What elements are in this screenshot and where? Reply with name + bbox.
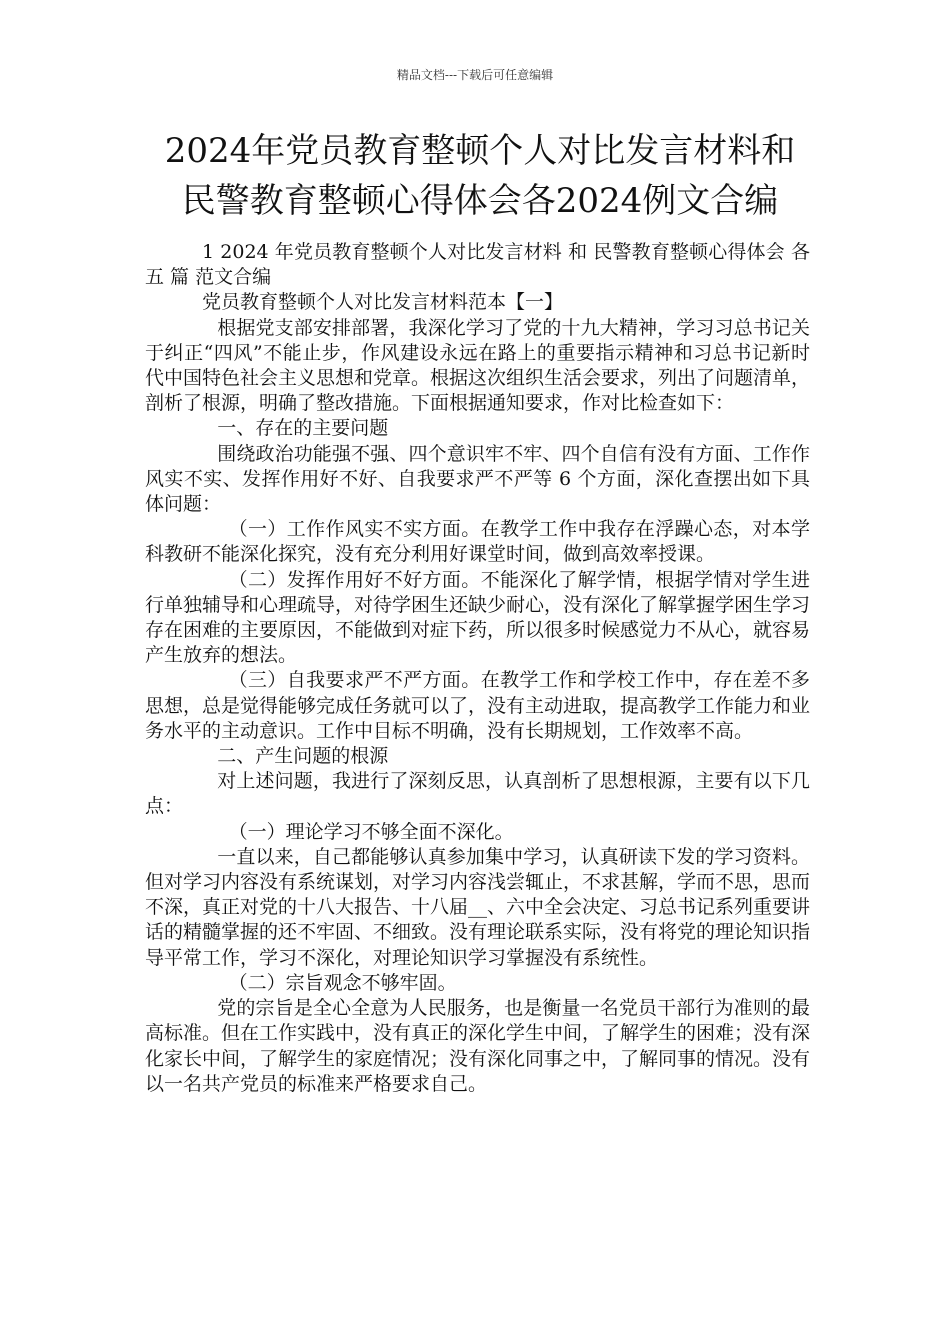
paragraph: 二、产生问题的根源 — [217, 745, 389, 768]
paragraph: 根据党支部安排部署，我深化学习了党的十九大精神，学习习总书记关于纠正“四风”不能止步，作风建设永远在路上的重要指示精神和习总书记新时代中国特色社会主义思想和党章。根据这次组织生活会要求，列出了问题清单，剖析了根源，明确了整改措施。下面根据通知要求，作对比检查如下： — [145, 316, 811, 415]
document-title — [140, 126, 820, 226]
paragraph: 对上述问题，我进行了深刻反思，认真剖析了思想根源，主要有以下几点： — [145, 770, 810, 818]
title-line-1: 2024年党员教育整顿个人对比发言材料和 — [164, 131, 796, 171]
paragraph: （二）发挥作用好不好方面。不能深化了解学情，根据学情对学生进行单独辅导和心理疏导，对待学困生还缺少耐心，没有深化了解掌握学困生学习存在困难的主要原因，不能做到对症下药，所以很多时候感觉力不从心，就容易产生放弃的想法。 — [145, 568, 811, 667]
paragraph: （一）理论学习不够全面不深化。 — [228, 820, 514, 843]
title-line-2: 民警教育整顿心得体会各2024例文合编 — [181, 181, 779, 221]
paragraph: 1 2024 年党员教育整顿个人对比发言材料 和 民警教育整顿心得体会 各五 篇 范文合编 — [145, 241, 810, 289]
paragraph: （三）自我要求严不严方面。在教学工作和学校工作中，存在差不多思想，总是觉得能够完成任务就可以了，没有主动进取，提高教学工作能力和业务水平的主动意识。工作中目标不明确，没有长期规划，工作效率不高。 — [145, 669, 811, 742]
paragraph: 一、存在的主要问题 — [217, 417, 389, 440]
paragraph: （二）宗旨观念不够牢固。 — [228, 971, 457, 994]
paragraph: 围绕政治功能强不强、四个意识牢不牢、四个自信有没有方面、工作作风实不实、发挥作用好不好、自我要求严不严等 6 个方面，深化查摆出如下具体问题： — [145, 442, 810, 516]
header-note: 精品文档---下载后可任意编辑 — [396, 68, 554, 82]
paragraph: 党员教育整顿个人对比发言材料范本【一】 — [202, 291, 564, 314]
paragraph: （一）工作作风实不实方面。在教学工作中我存在浮躁心态，对本学科教研不能深化探究，没有充分利用好课堂时间，做到高效率授课。 — [145, 518, 810, 566]
paragraph: 一直以来，自己都能够认真参加集中学习，认真研读下发的学习资料。但对学习内容没有系统谋划，对学习内容浅尝辄止，不求甚解，学而不思，思而不深，真正对党的十八大报告、十八届__、六中全会决定、习总书记系列重要讲话的精髓掌握的还不牢固、不细致。没有理论联系实际，没有将党的理论知识指导平常工作，学习不深化，对理论知识学习掌握没有系统性。 — [145, 845, 811, 969]
paragraph: 党的宗旨是全心全意为人民服务，也是衡量一名党员干部行为准则的最高标准。但在工作实践中，没有真正的深化学生中间，了解学生的困难；没有深化家长中间，了解学生的家庭情况；没有深化同事之中，了解同事的情况。没有以一名共产党员的标准来严格要求自己。 — [145, 997, 811, 1095]
document-body — [145, 240, 810, 1097]
